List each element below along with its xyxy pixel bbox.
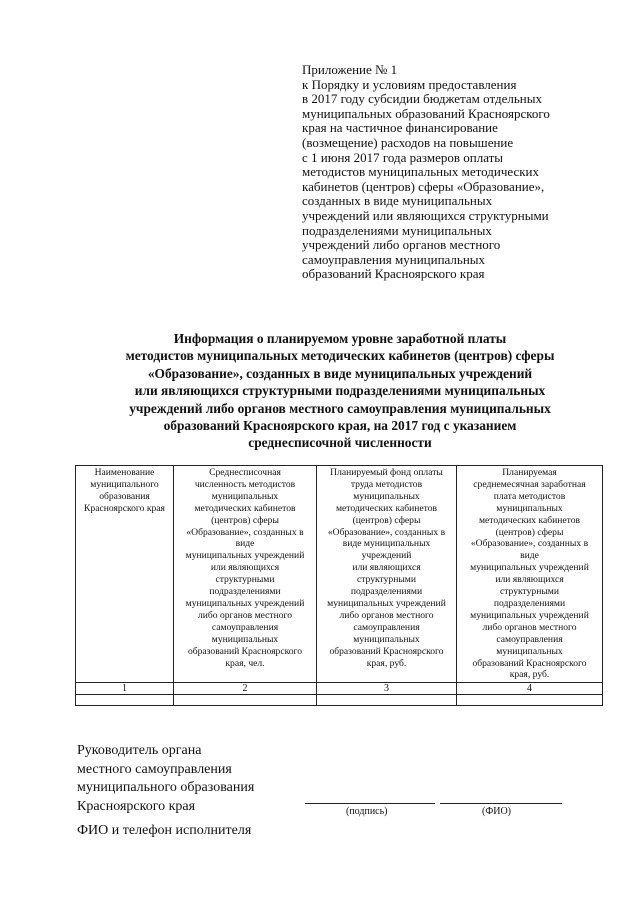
- header-cell-headcount: [174, 466, 317, 683]
- header-line: муниципальных учреждений: [470, 609, 589, 621]
- header-line: муниципальных: [496, 645, 563, 657]
- header-line: методических кабинетов: [194, 502, 296, 514]
- header-line: самоуправления: [496, 633, 563, 645]
- appendix-line: методистов муниципальных методических: [302, 164, 540, 180]
- header-line: края, руб.: [509, 669, 550, 681]
- signature-line: Руководитель органа: [77, 743, 202, 758]
- header-line: виде муниципальных: [342, 538, 431, 550]
- header-line: самоуправления: [353, 621, 420, 633]
- header-line: края, руб.: [366, 657, 407, 669]
- header-line: или являющихся: [352, 562, 421, 574]
- signature-underline: [305, 803, 435, 804]
- appendix-line: с 1 июня 2017 года размеров оплаты: [302, 149, 504, 165]
- title-line: методистов муниципальных методических кабинетов (центров) сферы: [125, 348, 555, 364]
- appendix-line: в 2017 году субсидии бюджетам отдельных: [302, 91, 542, 107]
- header-line: «Образование», созданных в: [186, 526, 304, 538]
- header-line: Среднесписочная: [209, 467, 281, 478]
- empty-cell: [174, 695, 317, 706]
- appendix-line: (возмещение) расходов на повышение: [302, 134, 514, 150]
- title-line: среднесписочной численности: [248, 435, 432, 451]
- header-line: муниципальных учреждений: [327, 597, 446, 609]
- header-line: муниципальных: [353, 490, 420, 502]
- header-line: структурными: [499, 586, 559, 598]
- header-line: муниципальных учреждений: [185, 597, 305, 609]
- header-line: муниципальных учреждений: [470, 562, 589, 574]
- header-line: структурными: [215, 574, 275, 586]
- header-line: виде: [235, 538, 255, 550]
- header-line: подразделениями: [350, 586, 423, 598]
- header-line: муниципальных: [211, 490, 279, 502]
- column-number: 3: [317, 683, 457, 695]
- title-line: «Образование», созданных в виде муниципальных учреждений: [147, 365, 533, 381]
- header-line: (центров) сферы: [352, 514, 421, 526]
- column-number: 1: [76, 683, 174, 695]
- header-line: муниципальных: [353, 633, 420, 645]
- appendix-line: муниципальных образований Красноярского: [302, 105, 550, 121]
- header-line: или являющихся: [210, 562, 280, 574]
- header-line: или являющихся: [495, 574, 564, 586]
- header-line: образования: [99, 490, 150, 502]
- header-line: муниципальных: [496, 502, 563, 514]
- appendix-line: образований Красноярского края: [302, 266, 485, 282]
- header-line: (центров) сферы: [495, 526, 564, 538]
- header-line: «Образование», созданных в: [327, 526, 446, 538]
- appendix-line: к Порядку и условиям предоставления: [302, 76, 517, 92]
- table-empty-row: [76, 695, 603, 706]
- appendix-line: самоуправления муниципальных: [302, 251, 486, 267]
- appendix-line: учреждений или являющихся структурными: [302, 207, 549, 223]
- appendix-line: Приложение № 1: [302, 62, 398, 77]
- column-number: 4: [457, 683, 603, 695]
- header-line: образований Красноярского: [187, 645, 303, 657]
- header-line: численность методистов: [194, 478, 296, 490]
- header-line: образований Красноярского: [329, 645, 444, 657]
- header-line: Планируемый фонд оплаты: [330, 467, 443, 478]
- empty-cell: [317, 695, 457, 706]
- header-line: либо органов местного: [197, 609, 293, 621]
- header-line: Красноярского края: [84, 502, 165, 514]
- title-line: Информация о планируемом уровне заработной платы: [173, 331, 507, 346]
- title-line: учреждений либо органов местного самоуправления муниципальных: [129, 400, 551, 416]
- signature-line: местного самоуправления: [77, 761, 232, 777]
- appendix-line: учреждений либо органов местного: [302, 237, 501, 253]
- header-line: самоуправления: [211, 621, 279, 633]
- fio-caption: (ФИО): [482, 806, 512, 817]
- header-line: муниципальных учреждений: [185, 550, 305, 562]
- signature-line: Красноярского края: [77, 798, 196, 814]
- appendix-line: подразделениями муниципальных: [302, 222, 492, 238]
- header-line: края, чел.: [225, 657, 265, 669]
- appendix-block: [302, 63, 602, 282]
- header-line: подразделениями: [493, 597, 566, 609]
- header-line: подразделениями: [209, 586, 281, 598]
- header-line: Планируемая: [502, 467, 557, 478]
- sign-caption: (подпись): [346, 806, 388, 817]
- fio-underline: [440, 803, 562, 804]
- header-line: плата методистов: [493, 490, 566, 502]
- header-line: либо органов местного: [339, 609, 434, 621]
- salary-info-table: [75, 465, 603, 706]
- header-cell-wage-fund: [317, 466, 457, 683]
- header-line: либо органов местного: [482, 621, 577, 633]
- header-cell-municipality: [76, 466, 174, 683]
- document-title: [60, 330, 620, 452]
- header-line: (центров) сферы: [211, 514, 279, 526]
- header-line: образований Красноярского: [472, 657, 587, 669]
- executor-label: ФИО и телефон исполнителя: [77, 823, 252, 838]
- header-line: учреждений: [361, 550, 412, 562]
- header-line: «Образование», созданных в: [470, 538, 589, 550]
- header-line: труда методистов: [350, 478, 423, 490]
- header-line: виде: [520, 550, 539, 562]
- header-line: Наименование: [94, 467, 155, 478]
- table-header-row: [76, 466, 603, 683]
- column-number: 2: [174, 683, 317, 695]
- appendix-line: края на частичное финансирование: [302, 120, 498, 136]
- header-line: среднемесячная заработная: [473, 478, 586, 490]
- appendix-line: созданных в виде муниципальных: [302, 193, 493, 209]
- header-line: муниципальных: [211, 633, 279, 645]
- header-line: структурными: [356, 574, 416, 586]
- header-cell-avg-salary: [457, 466, 603, 683]
- empty-cell: [76, 695, 174, 706]
- signature-block: [77, 742, 254, 816]
- empty-cell: [457, 695, 603, 706]
- title-line: или являющихся структурными подразделениями муниципальных: [134, 383, 546, 399]
- appendix-line: кабинетов (центров) сферы «Образование»,: [302, 178, 545, 194]
- table-number-row: [76, 683, 603, 695]
- signature-line: муниципального образования: [77, 780, 255, 795]
- header-line: методических кабинетов: [478, 514, 581, 526]
- header-line: муниципального: [90, 478, 159, 490]
- title-line: образований Красноярского края, на 2017 год с указанием: [163, 418, 517, 434]
- header-line: методических кабинетов: [335, 502, 438, 514]
